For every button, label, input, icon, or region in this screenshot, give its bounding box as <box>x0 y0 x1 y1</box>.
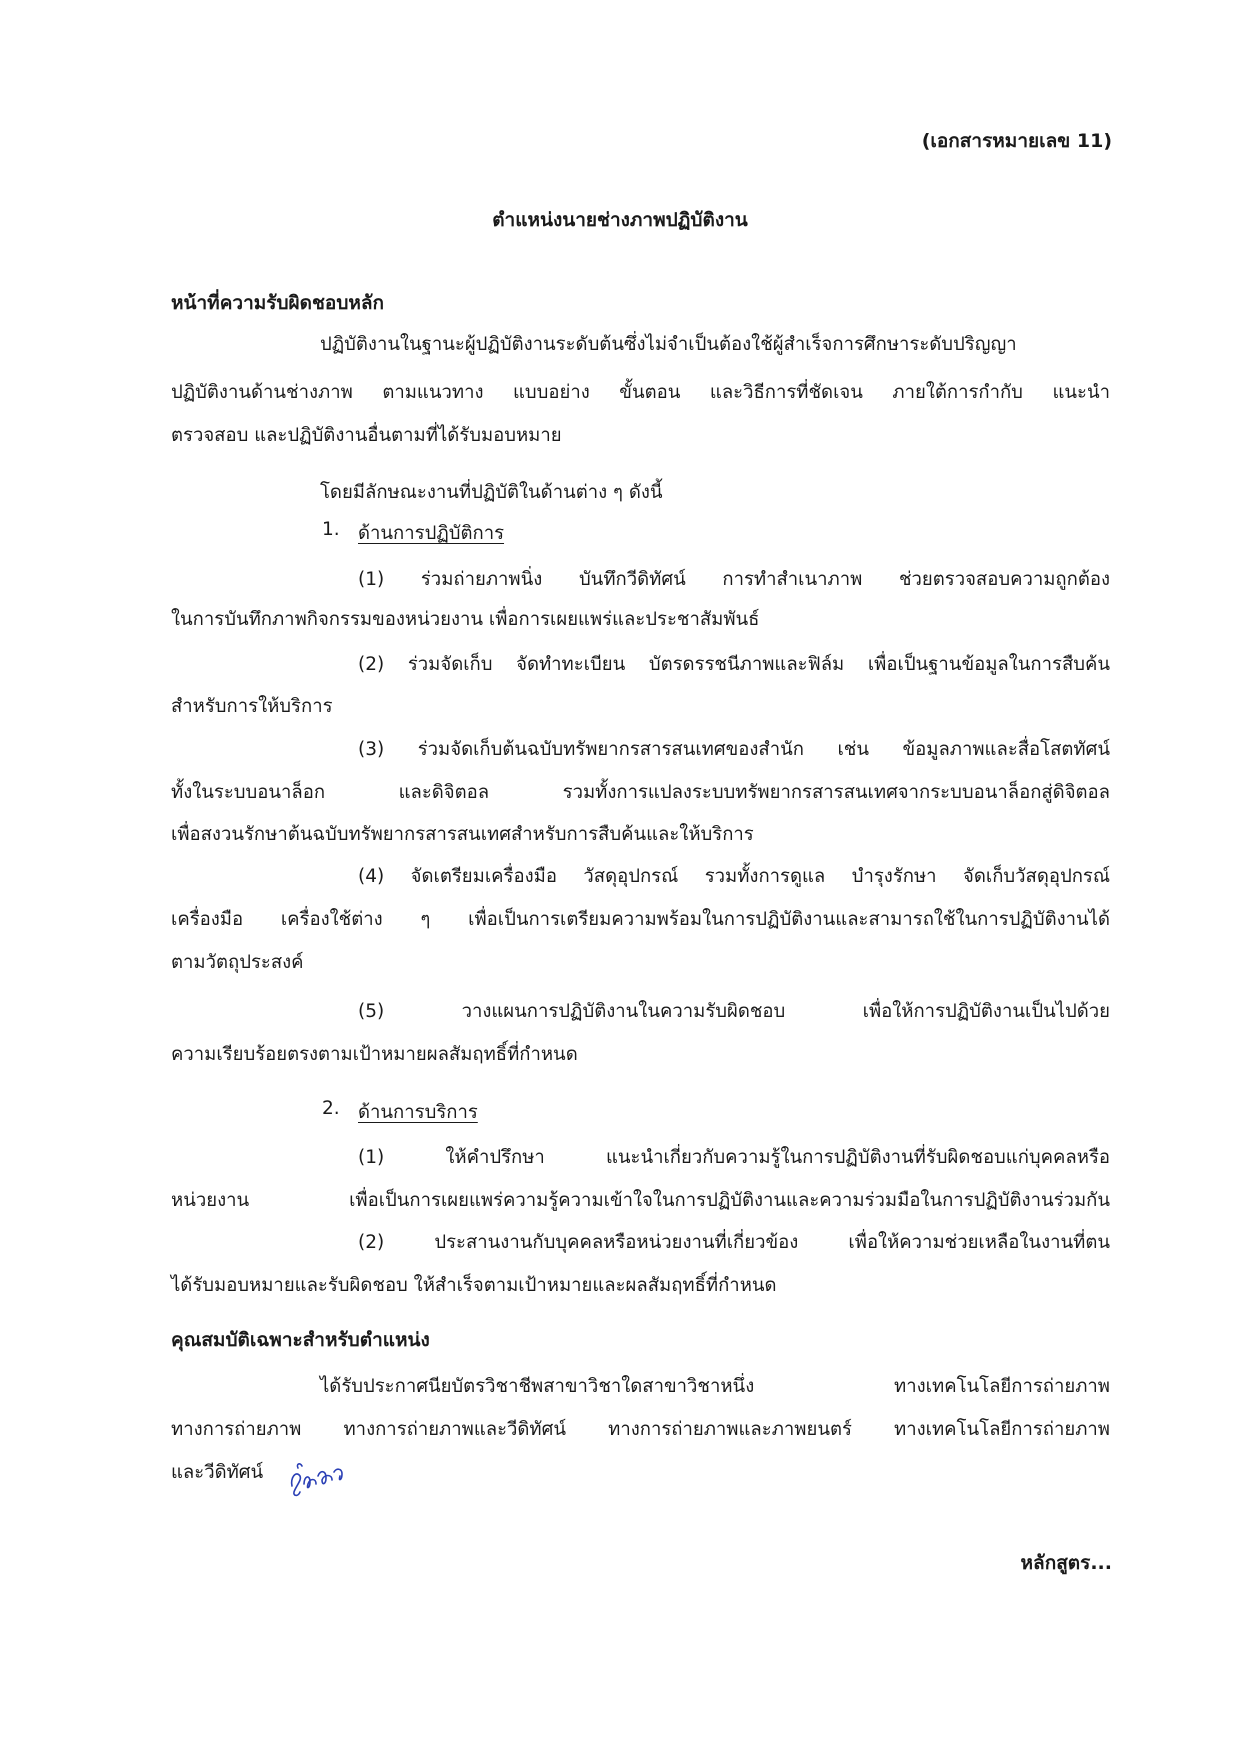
section-1-item-4-line: ตามวัตถุประสงค์ <box>171 952 304 973</box>
section-2-label: ด้านการบริการ <box>358 1102 478 1123</box>
section-1-item-3-line: (3) ร่วมจัดเก็บต้นฉบับทรัพยากรสารสนเทศของสำนัก เช่น ข้อมูลภาพและสื่อโสตทัศน์ <box>358 739 1110 760</box>
document-number: (เอกสารหมายเลข 11) <box>921 130 1112 152</box>
section-2-item-2-line: ได้รับมอบหมายและรับผิดชอบ ให้สำเร็จตามเป้าหมายและผลสัมฤทธิ์ที่กำหนด <box>171 1275 777 1296</box>
duties-intro-line: ปฏิบัติงานในฐานะผู้ปฏิบัติงานระดับต้นซึ่งไม่จำเป็นต้องใช้ผู้สำเร็จการศึกษาระดับปริญญา <box>320 334 1017 355</box>
section-1-item-3-line: เพื่อสงวนรักษาต้นฉบับทรัพยากรสารสนเทศสำหรับการสืบค้นและให้บริการ <box>171 824 754 845</box>
duties-heading: หน้าที่ความรับผิดชอบหลัก <box>171 292 385 314</box>
continuation-text: หลักสูตร... <box>1020 1552 1112 1574</box>
qualifications-line: และวีดิทัศน์ <box>171 1462 264 1483</box>
section-1-label: ด้านการปฏิบัติการ <box>358 523 505 544</box>
section-1-item-3-line: ทั้งในระบบอนาล็อก และดิจิตอล รวมทั้งการแปลงระบบทรัพยากรสารสนเทศจากระบบอนาล็อกสู่ดิจิตอล <box>171 782 1110 803</box>
initials-stroke <box>292 1474 301 1495</box>
page-title: ตำแหน่งนายช่างภาพปฏิบัติงาน <box>492 209 748 231</box>
handwritten-initials <box>286 1456 346 1502</box>
qualifications-heading: คุณสมบัติเฉพาะสำหรับตำแหน่ง <box>171 1329 430 1351</box>
qualifications-line: ได้รับประกาศนียบัตรวิชาชีพสาขาวิชาใดสาขาวิชาหนึ่ง ทางเทคโนโลยีการถ่ายภาพ <box>320 1376 1110 1397</box>
section-1-item-2-line: สำหรับการให้บริการ <box>171 696 333 717</box>
section-2-item-1-line: หน่วยงาน เพื่อเป็นการเผยแพร่ความรู้ความเข้าใจในการปฏิบัติงานและความร่วมมือในการปฏิบัติงานร่วมกัน <box>171 1190 1110 1211</box>
section-2-item-2-line: (2) ประสานงานกับบุคคลหรือหน่วยงานที่เกี่ยวข้อง เพื่อให้ความช่วยเหลือในงานที่ตน <box>358 1232 1110 1253</box>
section-1-item-5-line: (5) วางแผนการปฏิบัติงานในความรับผิดชอบ เพื่อให้การปฏิบัติงานเป็นไปด้วย <box>358 1001 1110 1022</box>
duties-lead: โดยมีลักษณะงานที่ปฏิบัติในด้านต่าง ๆ ดังนี้ <box>320 482 663 503</box>
section-1-number: 1. <box>322 519 340 540</box>
duties-intro-line: ตรวจสอบ และปฏิบัติงานอื่นตามที่ได้รับมอบหมาย <box>171 425 562 446</box>
initials-stroke <box>304 1477 316 1488</box>
qualifications-line: ทางการถ่ายภาพ ทางการถ่ายภาพและวีดิทัศน์ ทางการถ่ายภาพและภาพยนตร์ ทางเทคโนโลยีการถ่ายภาพ <box>171 1419 1110 1440</box>
initials-stroke <box>297 1464 302 1468</box>
section-1-item-5-line: ความเรียบร้อยตรงตามเป้าหมายผลสัมฤทธิ์ที่กำหนด <box>171 1044 578 1065</box>
initials-stroke <box>318 1472 332 1484</box>
section-1-item-2-line: (2) ร่วมจัดเก็บ จัดทำทะเบียน บัตรดรรชนีภาพและฟิล์ม เพื่อเป็นฐานข้อมูลในการสืบค้น <box>358 654 1110 675</box>
section-1-item-4-line: เครื่องมือ เครื่องใช้ต่าง ๆ เพื่อเป็นการเตรียมความพร้อมในการปฏิบัติงานและสามารถใช้ในการปฏิบัติงานได้ <box>171 909 1110 930</box>
section-1-item-4-line: (4) จัดเตรียมเครื่องมือ วัสดุอุปกรณ์ รวมทั้งการดูแล บำรุงรักษา จัดเก็บวัสดุอุปกรณ์ <box>358 866 1110 887</box>
initials-stroke <box>334 1469 342 1479</box>
section-2-item-1-line: (1) ให้คำปรึกษา แนะนำเกี่ยวกับความรู้ในการปฏิบัติงานที่รับผิดชอบแก่บุคคลหรือ <box>358 1147 1110 1168</box>
section-2-number: 2. <box>322 1098 340 1119</box>
duties-intro-line: ปฏิบัติงานด้านช่างภาพ ตามแนวทาง แบบอย่าง ขั้นตอน และวิธีการที่ชัดเจน ภายใต้การกำกับ แนะนำ <box>171 382 1110 403</box>
section-1-item-1-line: ในการบันทึกภาพกิจกรรมของหน่วยงาน เพื่อการเผยแพร่และประชาสัมพันธ์ <box>171 609 760 630</box>
section-1-item-1-line: (1) ร่วมถ่ายภาพนิ่ง บันทึกวีดิทัศน์ การทำสำเนาภาพ ช่วยตรวจสอบความถูกต้อง <box>358 569 1110 590</box>
